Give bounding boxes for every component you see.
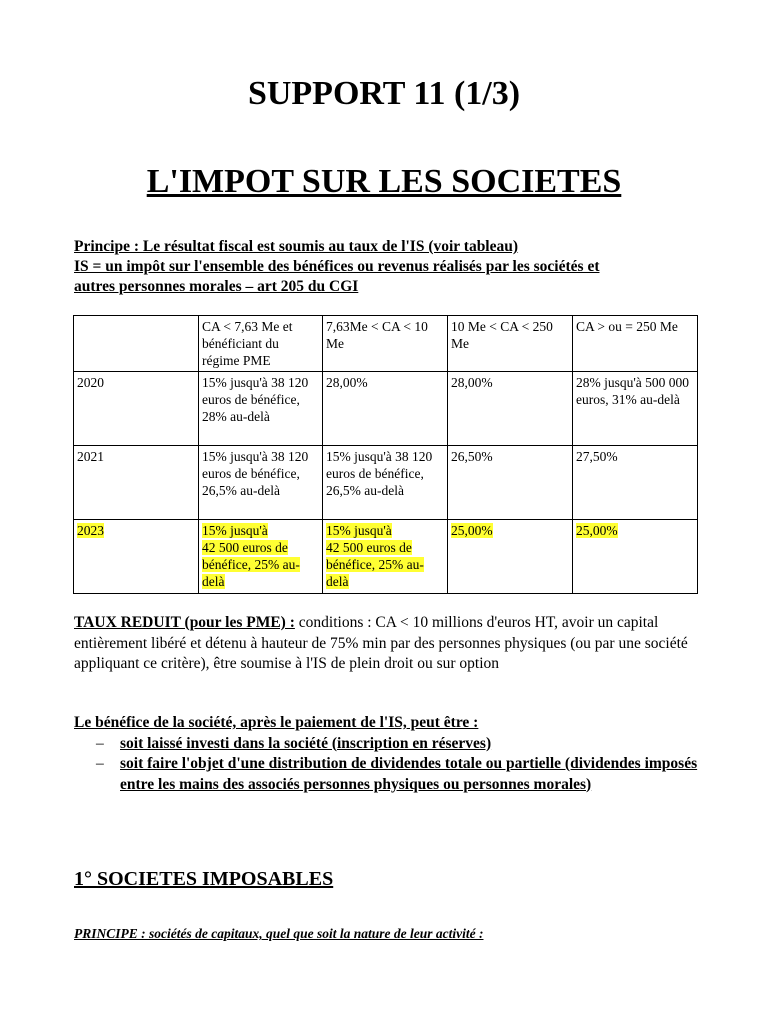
taux-reduit-text: conditions : CA < 10 millions d'euros HT, avoir un capital entièrement libéré et détenu à hauteur de 75% min par des personnes physiques (ou par une société appliquant ce critère), être soumise à l'IS de plein droit ou sur option <box>74 614 688 672</box>
benefice-heading: Le bénéfice de la société, après le paiement de l'IS, peut être : <box>74 714 479 731</box>
is-rates-table <box>73 315 698 594</box>
table-cell: 27,50% <box>573 446 698 520</box>
list-item: – soit faire l'objet d'une distribution de dividendes totale ou partielle (dividendes imposés entre les mains des associés personnes physiques ou personnes morales) <box>96 755 698 793</box>
document-title: SUPPORT 11 (1/3) <box>247 75 521 112</box>
principe-line-3: autres personnes morales – art 205 du CGI <box>74 278 359 295</box>
table-cell: 28,00% <box>323 372 448 446</box>
table-row <box>74 520 698 594</box>
table-cell <box>448 520 573 594</box>
section-heading: 1° SOCIETES IMPOSABLES <box>74 868 334 890</box>
table-header-cell: CA > ou = 250 Me <box>573 316 698 372</box>
table-cell-year: 2021 <box>74 446 199 520</box>
table-cell: 15% jusqu'à 38 120 euros de bénéfice, 26,5% au-delà <box>323 446 448 520</box>
table-header-cell: 7,63Me < CA < 10 Me <box>323 316 448 372</box>
table-cell: 15% jusqu'à 38 120 euros de bénéfice, 28% au-delà <box>199 372 323 446</box>
benefice-list <box>74 734 704 796</box>
dash-bullet: – <box>96 734 104 752</box>
table-cell: 15% jusqu'à 38 120 euros de bénéfice, 26,5% au-delà <box>199 446 323 520</box>
principe-line-2: IS = un impôt sur l'ensemble des bénéfices ou revenus réalisés par les sociétés et <box>74 258 600 275</box>
principe-block <box>74 237 704 297</box>
table-header-cell: 10 Me < CA < 250 Me <box>448 316 573 372</box>
table-cell-year: 2020 <box>74 372 199 446</box>
table-cell <box>323 520 448 594</box>
table-header-cell <box>74 316 199 372</box>
table-row <box>74 446 698 520</box>
list-item: – soit laissé investi dans la société (inscription en réserves) <box>74 734 704 755</box>
highlighted-text: 42 500 euros de bénéfice, 25% au-delà <box>326 540 424 589</box>
highlighted-text: 2023 <box>77 523 104 538</box>
table-cell-year <box>74 520 199 594</box>
highlighted-text: 25,00% <box>576 523 618 538</box>
taux-reduit-paragraph <box>74 613 704 675</box>
table-row <box>74 372 698 446</box>
taux-reduit-label: TAUX REDUIT (pour les PME) : <box>74 614 295 631</box>
section-principe: PRINCIPE : sociétés de capitaux, quel que soit la nature de leur activité : <box>74 926 484 941</box>
table-cell <box>199 520 323 594</box>
dash-bullet: – <box>96 755 104 772</box>
table-cell <box>573 520 698 594</box>
document-subtitle: L'IMPOT SUR LES SOCIETES <box>146 163 622 200</box>
highlighted-text: 42 500 euros de bénéfice, 25% au-delà <box>202 540 300 589</box>
table-header-row <box>74 316 698 372</box>
table-cell: 26,50% <box>448 446 573 520</box>
highlighted-text: 15% jusqu'à <box>326 523 392 538</box>
table-header-cell: CA < 7,63 Me et bénéficiant du régime PME <box>199 316 323 372</box>
table-cell: 28% jusqu'à 500 000 euros, 31% au-delà <box>573 372 698 446</box>
highlighted-text: 15% jusqu'à <box>202 523 268 538</box>
highlighted-text: 25,00% <box>451 523 493 538</box>
table-cell: 28,00% <box>448 372 573 446</box>
benefice-block <box>74 713 704 795</box>
principe-line-1: Principe : Le résultat fiscal est soumis au taux de l'IS (voir tableau) <box>74 238 519 255</box>
